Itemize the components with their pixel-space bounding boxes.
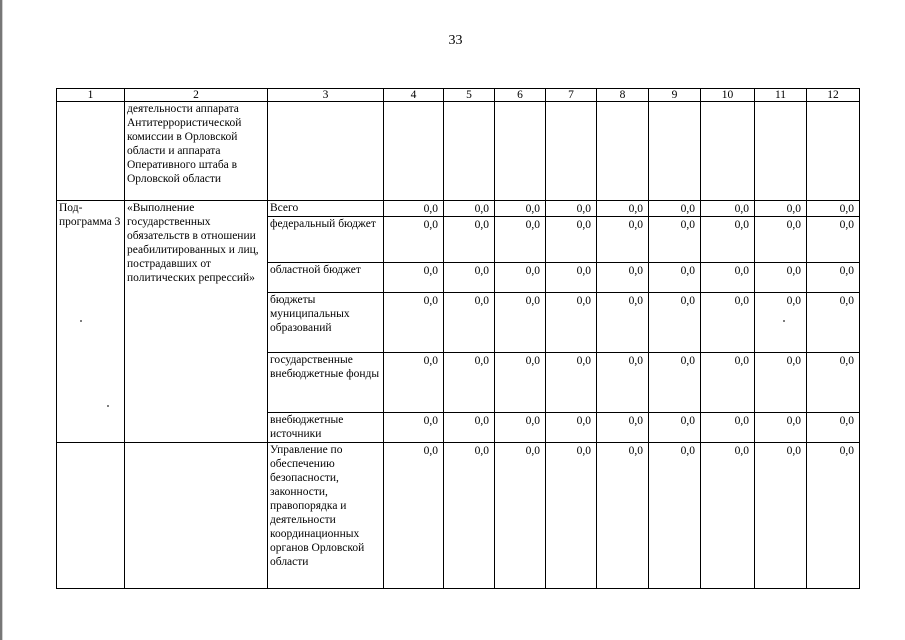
value-cell: 0,0 — [807, 217, 860, 263]
value-cell: 0,0 — [444, 217, 495, 263]
subprogram-title: «Выполнение государственных обязательств в отношении реабилитированных и лиц, пострадавших от политических репрессий» — [125, 201, 268, 443]
value-cell: 0,0 — [649, 293, 701, 353]
value-cell: 0,0 — [755, 293, 807, 353]
value-cell: 0,0 — [384, 443, 444, 589]
funding-source: бюджеты муниципальных образований — [268, 293, 384, 353]
value-cell: 0,0 — [755, 413, 807, 443]
table-cell — [57, 443, 125, 589]
value-cell: 0,0 — [444, 443, 495, 589]
header-cell: 11 — [755, 89, 807, 102]
funding-source: Всего — [268, 201, 384, 217]
header-cell: 12 — [807, 89, 860, 102]
header-cell: 6 — [495, 89, 546, 102]
funding-source: Управление по обеспечению безопасности, законности, правопорядка и деятельности координационных органов Орловской области — [268, 443, 384, 589]
table-cell — [755, 102, 807, 201]
table-row — [57, 443, 860, 589]
value-cell: 0,0 — [755, 353, 807, 413]
scan-edge-shadow — [2, 0, 3, 640]
header-cell: 4 — [384, 89, 444, 102]
value-cell: 0,0 — [755, 443, 807, 589]
value-cell: 0,0 — [597, 293, 649, 353]
funding-source: областной бюджет — [268, 263, 384, 293]
header-cell: 9 — [649, 89, 701, 102]
table-cell — [268, 102, 384, 201]
value-cell: 0,0 — [807, 443, 860, 589]
value-cell: 0,0 — [597, 413, 649, 443]
table-cell — [701, 102, 755, 201]
value-cell: 0,0 — [807, 201, 860, 217]
value-cell: 0,0 — [384, 413, 444, 443]
value-cell: 0,0 — [649, 413, 701, 443]
table-cell — [807, 102, 860, 201]
scan-speck — [107, 405, 109, 407]
header-cell: 5 — [444, 89, 495, 102]
value-cell: 0,0 — [384, 293, 444, 353]
value-cell: 0,0 — [384, 217, 444, 263]
value-cell: 0,0 — [546, 201, 597, 217]
header-cell: 8 — [597, 89, 649, 102]
table-cell — [649, 102, 701, 201]
funding-source: внебюджетные источники — [268, 413, 384, 443]
header-cell: 1 — [57, 89, 125, 102]
value-cell: 0,0 — [597, 353, 649, 413]
value-cell: 0,0 — [495, 263, 546, 293]
header-cell: 7 — [546, 89, 597, 102]
value-cell: 0,0 — [807, 293, 860, 353]
value-cell: 0,0 — [701, 443, 755, 589]
value-cell: 0,0 — [384, 263, 444, 293]
value-cell: 0,0 — [444, 263, 495, 293]
value-cell: 0,0 — [701, 217, 755, 263]
value-cell: 0,0 — [807, 413, 860, 443]
scan-speck — [783, 320, 785, 322]
funding-source: государственные внебюджетные фонды — [268, 353, 384, 413]
value-cell: 0,0 — [701, 293, 755, 353]
value-cell: 0,0 — [444, 353, 495, 413]
table-cell — [597, 102, 649, 201]
value-cell: 0,0 — [384, 201, 444, 217]
value-cell: 0,0 — [546, 413, 597, 443]
value-cell: 0,0 — [597, 263, 649, 293]
value-cell: 0,0 — [701, 263, 755, 293]
value-cell: 0,0 — [495, 293, 546, 353]
table-row — [57, 201, 860, 217]
value-cell: 0,0 — [384, 353, 444, 413]
value-cell: 0,0 — [649, 443, 701, 589]
value-cell: 0,0 — [755, 201, 807, 217]
value-cell: 0,0 — [701, 413, 755, 443]
table-cell — [495, 102, 546, 201]
header-cell: 3 — [268, 89, 384, 102]
value-cell: 0,0 — [755, 217, 807, 263]
table-cell — [384, 102, 444, 201]
value-cell: 0,0 — [546, 263, 597, 293]
funding-source: федеральный бюджет — [268, 217, 384, 263]
page-number: 33 — [448, 33, 463, 48]
header-cell: 2 — [125, 89, 268, 102]
value-cell: 0,0 — [546, 217, 597, 263]
value-cell: 0,0 — [495, 217, 546, 263]
value-cell: 0,0 — [597, 217, 649, 263]
value-cell: 0,0 — [495, 413, 546, 443]
value-cell: 0,0 — [597, 443, 649, 589]
value-cell: 0,0 — [649, 201, 701, 217]
value-cell: 0,0 — [495, 201, 546, 217]
value-cell: 0,0 — [649, 263, 701, 293]
budget-table — [56, 88, 860, 589]
subprogram-label: Под-программа 3 — [57, 201, 125, 443]
value-cell: 0,0 — [495, 443, 546, 589]
value-cell: 0,0 — [546, 443, 597, 589]
value-cell: 0,0 — [597, 201, 649, 217]
value-cell: 0,0 — [444, 201, 495, 217]
value-cell: 0,0 — [495, 353, 546, 413]
value-cell: 0,0 — [546, 293, 597, 353]
value-cell: 0,0 — [546, 353, 597, 413]
table-header-row — [57, 89, 860, 102]
value-cell: 0,0 — [807, 263, 860, 293]
value-cell: 0,0 — [444, 293, 495, 353]
continuation-description: деятельности аппарата Антитеррористической комиссии в Орловской области и аппарата Оперативного штаба в Орловской области — [125, 102, 268, 201]
value-cell: 0,0 — [701, 353, 755, 413]
continuation-row — [57, 102, 860, 201]
value-cell: 0,0 — [755, 263, 807, 293]
scan-speck — [80, 320, 82, 322]
table-cell — [57, 102, 125, 201]
value-cell: 0,0 — [649, 353, 701, 413]
value-cell: 0,0 — [444, 413, 495, 443]
value-cell: 0,0 — [701, 201, 755, 217]
value-cell: 0,0 — [807, 353, 860, 413]
table-cell — [546, 102, 597, 201]
table-cell — [444, 102, 495, 201]
table-cell — [125, 443, 268, 589]
header-cell: 10 — [701, 89, 755, 102]
value-cell: 0,0 — [649, 217, 701, 263]
